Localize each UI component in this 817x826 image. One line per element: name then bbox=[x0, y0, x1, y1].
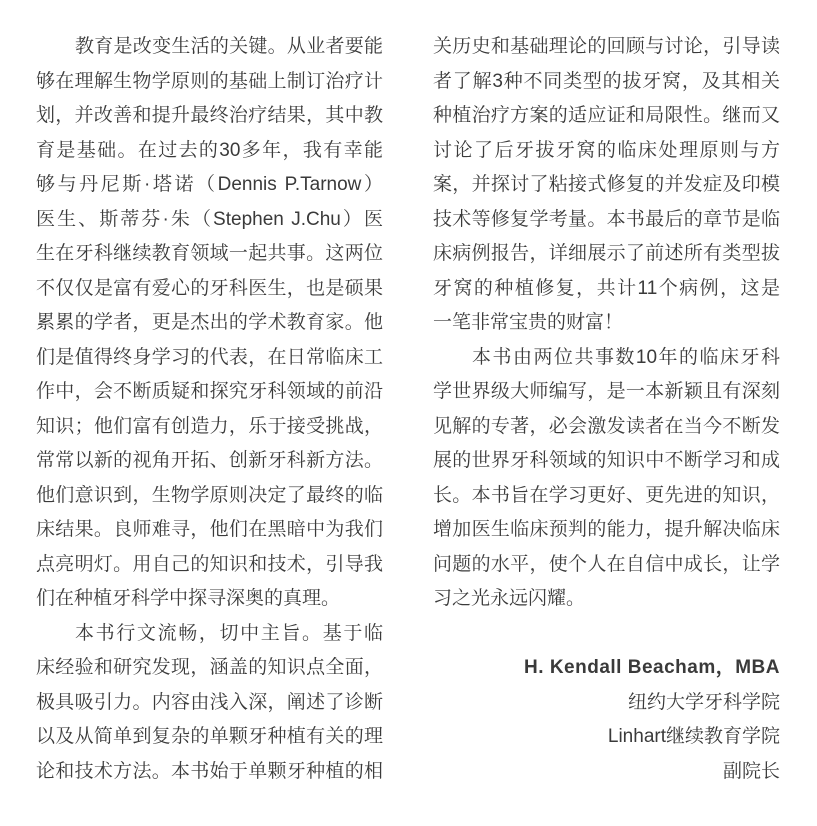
text-line: 学世界级大师编写，是一本新颖且有深刻 bbox=[433, 381, 780, 402]
signature-line: 副院长 bbox=[722, 760, 780, 782]
signature-line: Linhart继续教育学院 bbox=[607, 726, 780, 747]
text-line: 展的世界牙科领域的知识中不断学习和成 bbox=[433, 450, 780, 471]
text-line: 技术等修复学考量。本书最后的章节是临 bbox=[433, 208, 780, 230]
text-line: 种植治疗方案的适应证和局限性。继而又 bbox=[433, 105, 780, 126]
text-line: 他们意识到，生物学原则决定了最终的临 bbox=[36, 484, 383, 506]
text-line: 论和技术方法。本书始于单颗牙种植的相 bbox=[36, 760, 383, 782]
text-line: 极具吸引力。内容由浅入深，阐述了诊断 bbox=[36, 691, 383, 713]
text-line: 够与丹尼斯·塔诺（Dennis P.Tarnow） bbox=[36, 174, 383, 195]
text-line: 点亮明灯。用自己的知识和技术，引导我 bbox=[36, 553, 383, 575]
right-column-text bbox=[433, 30, 780, 617]
left-column bbox=[36, 30, 383, 789]
text-line: 够在理解生物学原则的基础上制订治疗计 bbox=[36, 70, 383, 92]
text-line: 案，并探讨了粘接式修复的并发症及印模 bbox=[433, 174, 780, 195]
text-line: 牙窝的种植修复，共计11个病例，这是 bbox=[433, 277, 780, 299]
text-line: 常常以新的视角开拓、创新牙科新方法。 bbox=[36, 450, 383, 471]
text-line: 习之光永远闪耀。 bbox=[433, 588, 586, 609]
text-line: 教育是改变生活的关键。从业者要能 bbox=[75, 36, 383, 57]
text-line: 增加医生临床预判的能力，提升解决临床 bbox=[433, 519, 780, 540]
text-line: 生在牙科继续教育领域一起共事。这两位 bbox=[36, 243, 383, 264]
text-line: 见解的专著，必会激发读者在当今不断发 bbox=[433, 415, 780, 437]
text-line: 讨论了后牙拔牙窝的临床处理原则与方 bbox=[433, 139, 780, 161]
text-line: 累累的学者，更是杰出的学术教育家。他 bbox=[36, 312, 383, 333]
text-line: 本书行文流畅，切中主旨。基于临 bbox=[75, 622, 383, 644]
text-line: 床病例报告，详细展示了前述所有类型拔 bbox=[433, 243, 780, 264]
text-line: 本书由两位共事数10年的临床牙科 bbox=[472, 346, 780, 368]
text-line: 关历史和基础理论的回顾与讨论，引导读 bbox=[433, 36, 780, 57]
text-line: 育是基础。在过去的30多年，我有幸能 bbox=[36, 139, 383, 161]
text-line: 一笔非常宝贵的财富！ bbox=[433, 312, 624, 333]
text-line: 者了解3种不同类型的拔牙窝，及其相关 bbox=[433, 70, 780, 92]
text-line: 以及从简单到复杂的单颗牙种植有关的理 bbox=[36, 726, 383, 747]
signature-name: H. Kendall Beacham，MBA bbox=[524, 657, 780, 678]
text-line: 知识；他们富有创造力，乐于接受挑战， bbox=[36, 415, 383, 437]
text-line: 划，并改善和提升最终治疗结果，其中教 bbox=[36, 105, 383, 126]
text-line: 们在种植牙科学中探寻深奥的真理。 bbox=[36, 588, 341, 609]
text-line: 床结果。良师难寻，他们在黑暗中为我们 bbox=[36, 519, 383, 540]
text-line: 们是值得终身学习的代表，在日常临床工 bbox=[36, 346, 383, 368]
right-column bbox=[433, 30, 780, 789]
signature-line: 纽约大学牙科学院 bbox=[627, 691, 780, 713]
text-line: 长。本书旨在学习更好、更先进的知识， bbox=[433, 484, 780, 506]
signature-block bbox=[433, 651, 780, 789]
text-line: 床经验和研究发现，涵盖的知识点全面， bbox=[36, 657, 383, 678]
text-line: 医生、斯蒂芬·朱（Stephen J.Chu）医 bbox=[36, 208, 383, 230]
text-line: 问题的水平，使个人在自信中成长，让学 bbox=[433, 553, 780, 575]
text-line: 作中，会不断质疑和探究牙科领域的前沿 bbox=[36, 381, 383, 402]
signature-affiliations bbox=[433, 686, 780, 790]
text-line: 不仅仅是富有爱心的牙科医生，也是硕果 bbox=[36, 277, 383, 299]
